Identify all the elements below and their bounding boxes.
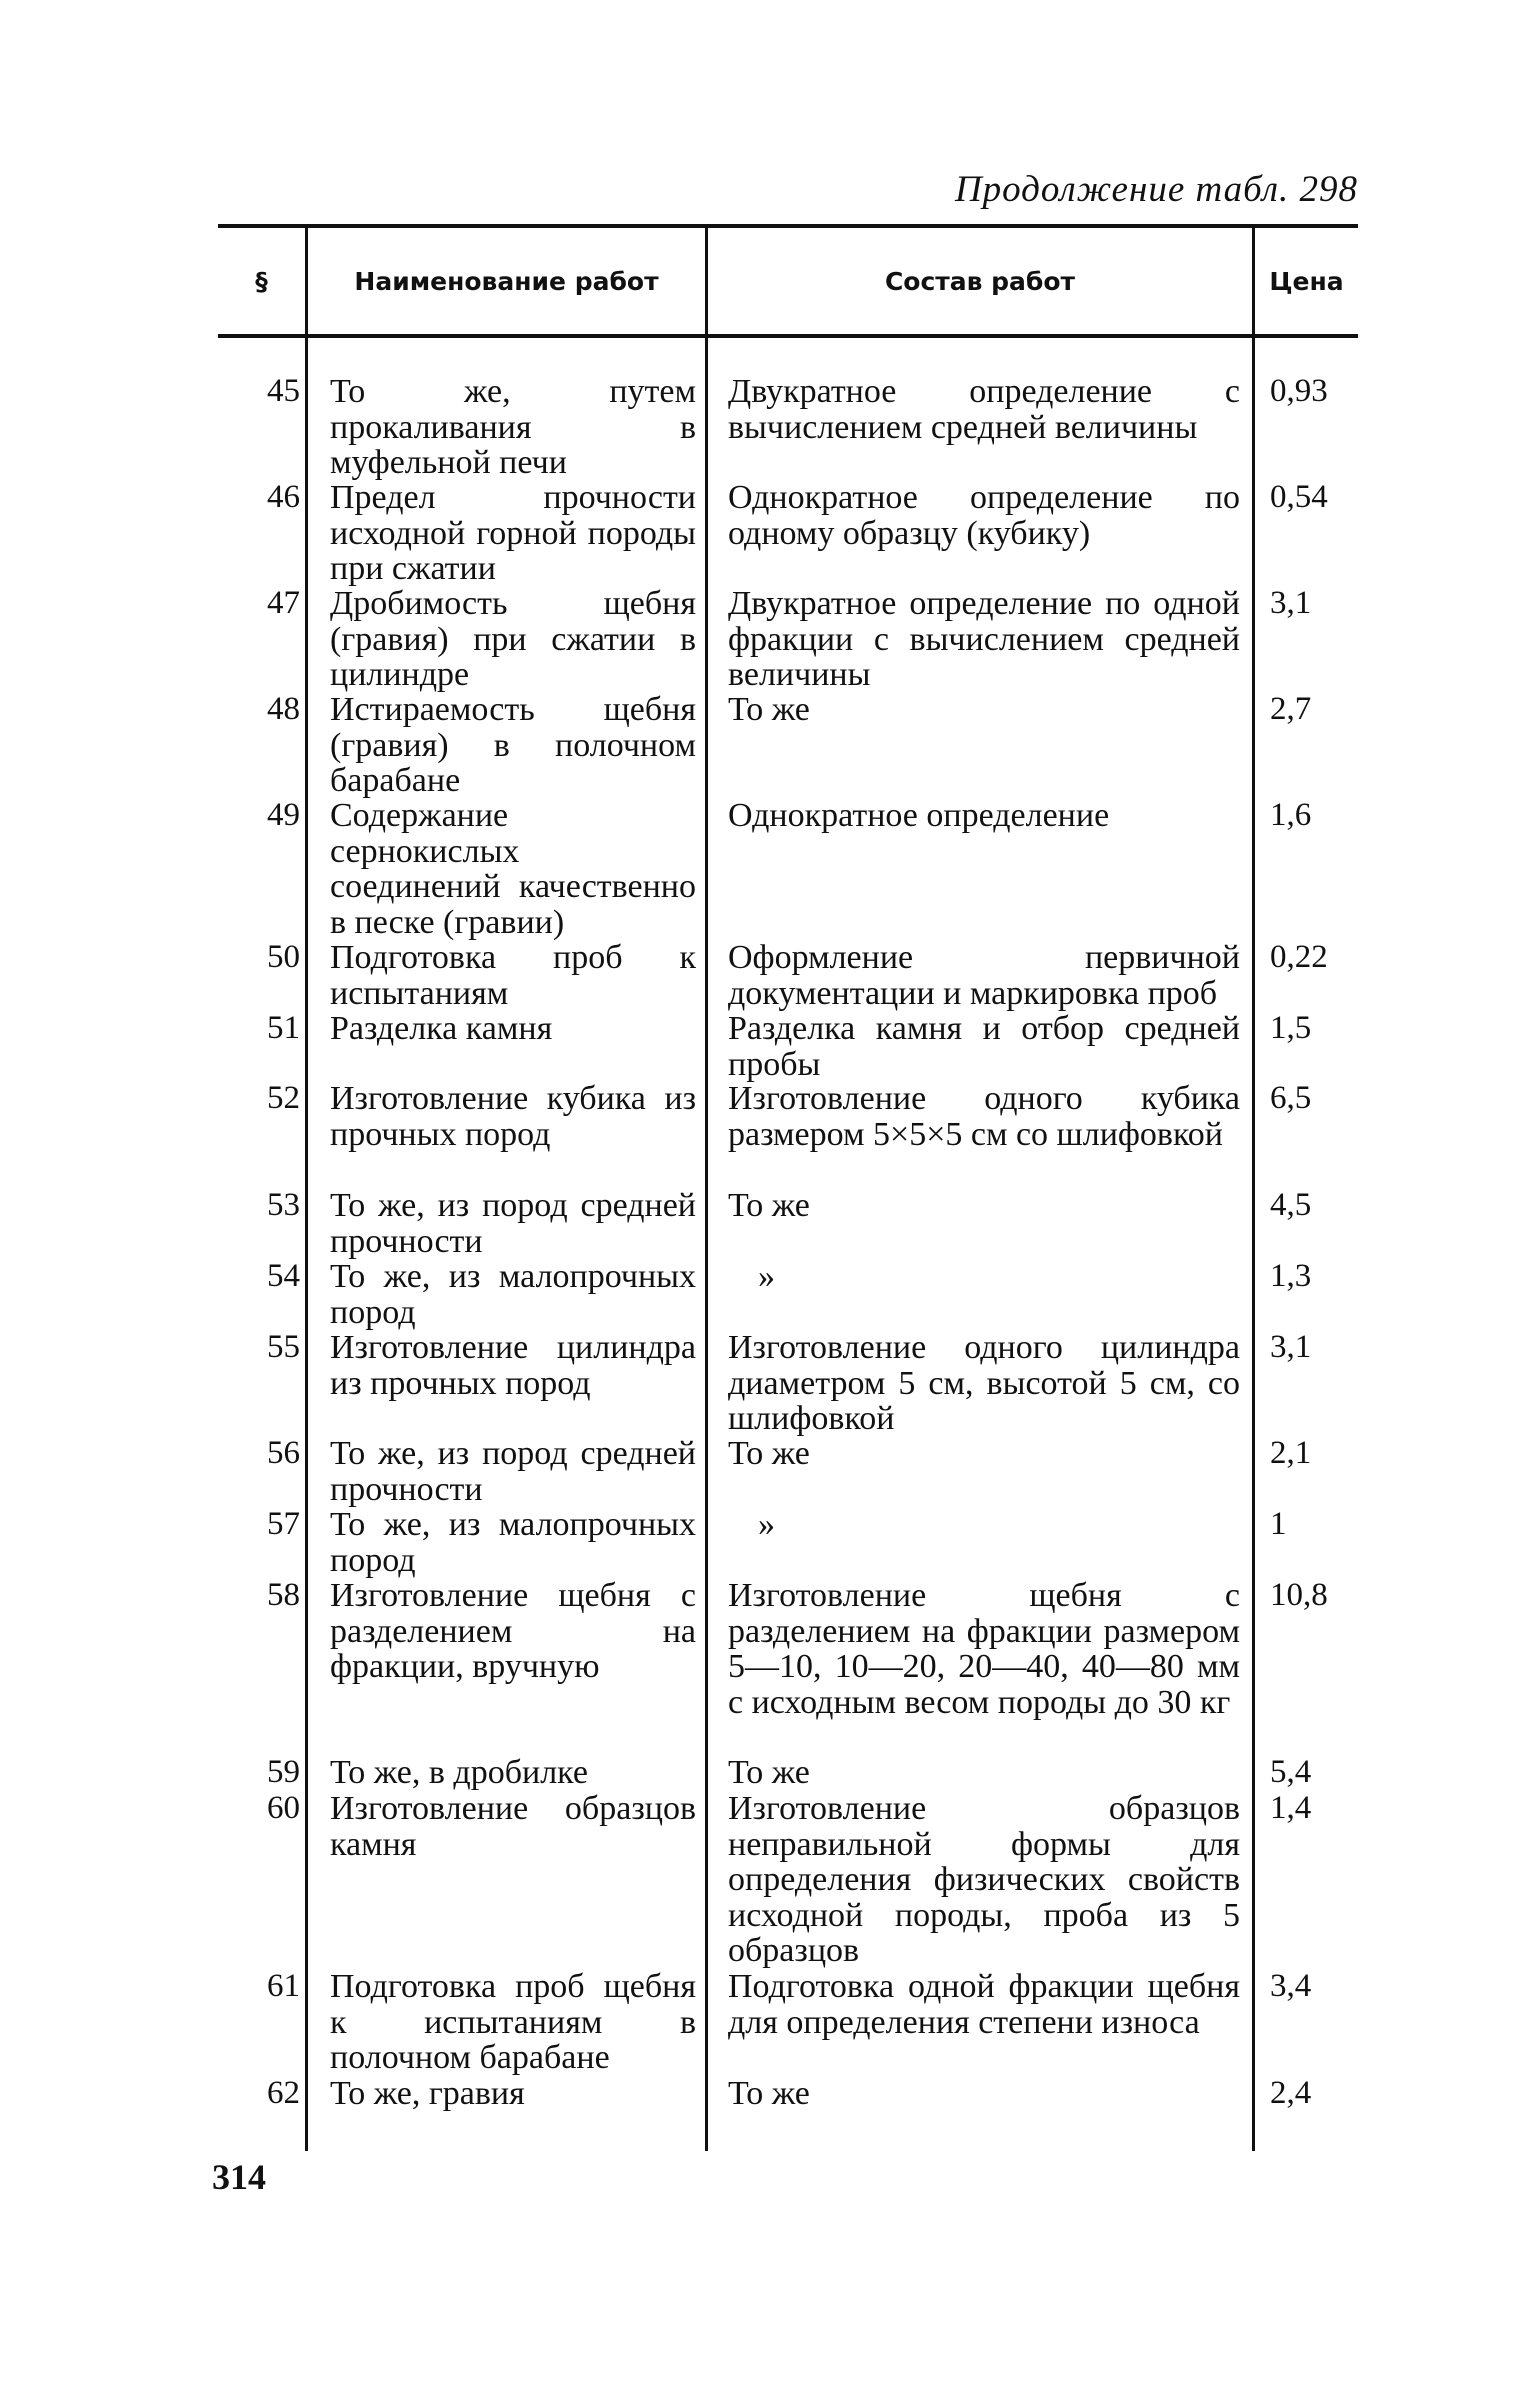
row-number: 53 xyxy=(267,1187,300,1223)
row-name: Изготовление щебня с разделением на фракции, вручную xyxy=(330,1577,696,1685)
column-divider-2 xyxy=(705,226,708,2151)
row-name: Содержание сернокислых соединений качественно в песке (гравии) xyxy=(330,797,696,941)
row-price: 1,5 xyxy=(1270,1010,1312,1046)
row-price: 6,5 xyxy=(1270,1080,1312,1116)
row-composition: Однократное определение xyxy=(728,797,1110,834)
row-number: 58 xyxy=(267,1577,300,1613)
row-composition: Оформление первичной документации и маркировка проб xyxy=(728,939,1240,1012)
row-price: 1 xyxy=(1270,1506,1287,1542)
header-composition: Состав работ xyxy=(884,266,1076,296)
row-name: Разделка камня xyxy=(330,1010,553,1047)
column-divider-3 xyxy=(1252,226,1255,2151)
row-name: Подготовка проб к испытаниям xyxy=(330,939,696,1012)
row-number: 48 xyxy=(267,691,300,727)
row-name: Изготовление кубика из прочных пород xyxy=(330,1080,696,1153)
page-number: 314 xyxy=(212,2157,266,2197)
row-price: 3,4 xyxy=(1270,1968,1312,2004)
row-composition: » xyxy=(758,1258,775,1295)
row-price: 2,7 xyxy=(1270,691,1312,727)
row-number: 51 xyxy=(267,1010,300,1046)
row-composition: То же xyxy=(728,2075,810,2112)
row-composition: Разделка камня и отбор средней пробы xyxy=(728,1010,1240,1083)
row-name: То же, из малопрочных пород xyxy=(330,1506,696,1579)
header-section: § xyxy=(255,266,268,296)
row-price: 1,4 xyxy=(1270,1790,1312,1826)
row-composition: Однократное определение по одному образцу (кубику) xyxy=(728,479,1240,552)
row-name: То же, путем прокаливания в муфельной печи xyxy=(330,373,696,481)
row-number: 52 xyxy=(267,1080,300,1116)
header-bottom-rule xyxy=(218,334,1358,338)
row-price: 3,1 xyxy=(1270,585,1312,621)
row-price: 4,5 xyxy=(1270,1187,1312,1223)
row-number: 60 xyxy=(267,1790,300,1826)
row-name: Изготовление цилиндра из прочных пород xyxy=(330,1329,696,1402)
row-name: Изготовление образцов камня xyxy=(330,1790,696,1863)
row-price: 2,1 xyxy=(1270,1435,1312,1471)
row-composition: » xyxy=(758,1506,775,1543)
row-number: 45 xyxy=(267,373,300,409)
row-name: То же, из пород средней прочности xyxy=(330,1435,696,1508)
row-number: 56 xyxy=(267,1435,300,1471)
row-number: 59 xyxy=(267,1754,300,1790)
row-name: Предел прочности исходной горной породы при сжатии xyxy=(330,479,696,587)
row-number: 47 xyxy=(267,585,300,621)
table-continuation-caption: Продолжение табл. 298 xyxy=(954,169,1358,210)
row-name: То же, из пород средней прочности xyxy=(330,1187,696,1260)
row-price: 1,6 xyxy=(1270,797,1312,833)
row-name: То же, в дробилке xyxy=(330,1754,588,1791)
row-price: 5,4 xyxy=(1270,1754,1312,1790)
row-number: 46 xyxy=(267,479,300,515)
row-name: То же, гравия xyxy=(330,2075,525,2112)
row-price: 2,4 xyxy=(1270,2075,1312,2111)
row-composition: То же xyxy=(728,1754,810,1791)
row-number: 62 xyxy=(267,2075,300,2111)
header-price: Цена xyxy=(1269,266,1344,296)
row-price: 10,8 xyxy=(1270,1577,1328,1613)
row-composition: То же xyxy=(728,691,810,728)
row-composition: Подготовка одной фракции щебня для определения степени износа xyxy=(728,1968,1240,2041)
row-composition: То же xyxy=(728,1187,810,1224)
row-number: 49 xyxy=(267,797,300,833)
column-divider-1 xyxy=(305,226,308,2151)
row-composition: Двукратное определение по одной фракции с вычислением средней величины xyxy=(728,585,1240,693)
row-number: 54 xyxy=(267,1258,300,1294)
row-composition: Изготовление одного цилиндра диаметром 5 см, высотой 5 см, со шлифовкой xyxy=(728,1329,1240,1437)
row-price: 3,1 xyxy=(1270,1329,1312,1365)
row-price: 0,22 xyxy=(1270,939,1328,975)
row-composition: То же xyxy=(728,1435,810,1472)
row-number: 57 xyxy=(267,1506,300,1542)
row-composition: Изготовление образцов неправильной формы для определения физических свойств исходной породы, проба из 5 образцов xyxy=(728,1790,1240,1969)
row-price: 0,54 xyxy=(1270,479,1328,515)
row-composition: Изготовление щебня с разделением на фракции размером 5—10, 10—20, 20—40, 40—80 мм с исходным весом породы до 30 кг xyxy=(728,1577,1240,1721)
row-composition: Изготовление одного кубика размером 5×5×5 см со шлифовкой xyxy=(728,1080,1240,1153)
row-name: Истираемость щебня (гравия) в полочном барабане xyxy=(330,691,696,799)
header-name: Наименование работ xyxy=(354,266,659,296)
row-name: Дробимость щебня (гравия) при сжатии в цилиндре xyxy=(330,585,696,693)
row-number: 50 xyxy=(267,939,300,975)
row-name: Подготовка проб щебня к испытаниям в полочном барабане xyxy=(330,1968,696,2076)
row-composition: Двукратное определение с вычислением средней величины xyxy=(728,373,1240,446)
row-name: То же, из малопрочных пород xyxy=(330,1258,696,1331)
row-price: 0,93 xyxy=(1270,373,1328,409)
row-number: 55 xyxy=(267,1329,300,1365)
row-number: 61 xyxy=(267,1968,300,2004)
row-price: 1,3 xyxy=(1270,1258,1312,1294)
